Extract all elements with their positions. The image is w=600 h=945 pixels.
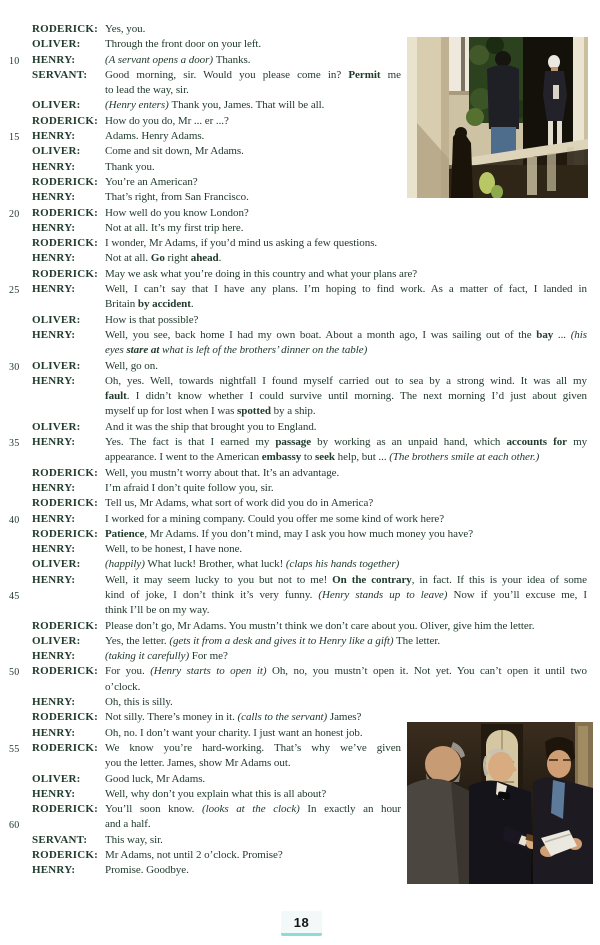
dialogue-text: That’s right, from San Francisco. [105, 191, 249, 204]
dialogue-text: We know you’re hard-working. That’s why we’ve given [105, 741, 401, 754]
speaker-name: RODERICK: [32, 849, 98, 862]
speaker-name: RODERICK: [32, 803, 98, 816]
speaker-name: RODERICK: [32, 114, 98, 127]
script-line [0, 450, 600, 465]
speaker-name: RODERICK: [32, 267, 98, 280]
script-line [0, 557, 600, 572]
speaker-name: HENRY: [32, 543, 76, 556]
line-number: 50 [9, 667, 20, 679]
line-number: 60 [9, 820, 20, 832]
script-line [0, 313, 600, 328]
dialogue-text: (A servant opens a door) Thanks. [105, 53, 251, 66]
dialogue-text: to lead the way, sir. [105, 84, 189, 97]
script-line [0, 481, 600, 496]
speaker-name: OLIVER: [32, 38, 81, 51]
dialogue-text: And it was the ship that brought you to England. [105, 420, 317, 433]
dialogue-text: Not at all. Go right ahead. [105, 252, 222, 265]
script-line [0, 206, 600, 221]
dialogue-text: Adams. Henry Adams. [105, 130, 205, 143]
speaker-name: RODERICK: [32, 527, 98, 540]
script-line [0, 588, 600, 603]
dialogue-text: appearance. I went to the American embassy to seek help, but ... (The brothers smile at each other.) [105, 451, 540, 464]
speaker-name: OLIVER: [32, 313, 81, 326]
dialogue-text: think I’ll be on my way. [105, 604, 210, 617]
script-line [0, 297, 600, 312]
dialogue-text: (taking it carefully) For me? [105, 650, 228, 663]
script-line [0, 542, 600, 557]
dialogue-text: Oh, yes. Well, towards nightfall I found myself carried out to sea by a strong wind. It was all my [105, 374, 587, 387]
line-number: 35 [9, 438, 20, 450]
line-number: 45 [9, 590, 20, 602]
line-number: 55 [9, 743, 20, 755]
speaker-name: OLIVER: [32, 772, 81, 785]
speaker-name: HENRY: [32, 53, 76, 66]
dialogue-text: Oh, this is silly. [105, 696, 173, 709]
dialogue-text: Not silly. There’s money in it. (calls to the servant) James? [105, 711, 362, 724]
speaker-name: HENRY: [32, 726, 76, 739]
dialogue-text: Thank you. [105, 160, 155, 173]
dialogue-text: Britain by accident. [105, 298, 194, 311]
speaker-name: HENRY: [32, 787, 76, 800]
dialogue-text: Yes, you. [105, 23, 146, 35]
dialogue-text: I worked for a mining company. Could you offer me some kind of work here? [105, 512, 445, 525]
script-line [0, 466, 600, 481]
line-number: 25 [9, 285, 20, 297]
speaker-name: OLIVER: [32, 634, 81, 647]
speaker-name: OLIVER: [32, 145, 81, 158]
dialogue-text: For you. (Henry starts to open it) Oh, no, you mustn’t open it. Not yet. You can’t open it until two [105, 665, 587, 678]
speaker-name: HENRY: [32, 328, 76, 341]
script-line [0, 435, 600, 450]
doorway-scene-illustration [407, 37, 588, 198]
speaker-name: HENRY: [32, 191, 76, 204]
letter-scene-illustration [407, 722, 593, 884]
script-line [0, 236, 600, 251]
line-number: 30 [9, 361, 20, 373]
dialogue-text: (happily) What luck! Brother, what luck! (claps his hands together) [105, 558, 400, 571]
speaker-name: HENRY: [32, 252, 76, 265]
speaker-name: HENRY: [32, 481, 76, 494]
photo-doorway-scene [407, 37, 588, 198]
dialogue-text: Well, go on. [105, 359, 158, 372]
speaker-name: SERVANT: [32, 833, 88, 846]
speaker-name: HENRY: [32, 512, 76, 525]
page-number: 18 [293, 914, 310, 930]
speaker-name: HENRY: [32, 696, 76, 709]
script-line [0, 512, 600, 527]
dialogue-text: How do you do, Mr ... er ...? [105, 114, 229, 127]
dialogue-text: Well, you mustn’t worry about that. It’s an advantage. [105, 466, 340, 479]
script-line [0, 251, 600, 266]
dialogue-text: I wonder, Mr Adams, if you’d mind us asking a few questions. [105, 237, 378, 250]
dialogue-text: How is that possible? [105, 313, 199, 326]
line-number: 15 [9, 132, 20, 144]
dialogue-text: This way, sir. [105, 833, 163, 846]
dialogue-text: o’clock. [105, 680, 141, 693]
speaker-name: HENRY: [32, 374, 76, 387]
dialogue-text: You’re an American? [105, 175, 198, 188]
script-line [0, 374, 600, 389]
dialogue-text: Promise. Goodbye. [105, 864, 189, 877]
speaker-name: SERVANT: [32, 68, 88, 81]
dialogue-text: Through the front door on your left. [105, 38, 262, 51]
speaker-name: RODERICK: [32, 175, 98, 188]
speaker-name: RODERICK: [32, 23, 98, 35]
speaker-name: HENRY: [32, 573, 76, 586]
speaker-name: RODERICK: [32, 665, 98, 678]
dialogue-text: Yes. The fact is that I earned my passage by working as an unpaid hand, which accounts for my [105, 436, 588, 449]
script-line [0, 649, 600, 664]
speaker-name: RODERICK: [32, 206, 98, 219]
script-line [0, 221, 600, 236]
speaker-name: OLIVER: [32, 359, 81, 372]
script-line [0, 664, 600, 679]
dialogue-text: Well, why don’t you explain what this is all about? [105, 787, 327, 800]
page-number-badge [281, 911, 322, 936]
speaker-name: HENRY: [32, 864, 76, 877]
script-line [0, 420, 600, 435]
dialogue-text: Come and sit down, Mr Adams. [105, 145, 244, 158]
dialogue-text: Well, it may seem lucky to you but not to me! On the contrary, in fact. If this is your idea of some [105, 573, 588, 586]
speaker-name: OLIVER: [32, 420, 81, 433]
photo-letter-scene [407, 722, 593, 884]
script-line [0, 603, 600, 618]
script-line [0, 695, 600, 710]
script-line [0, 619, 600, 634]
speaker-name: HENRY: [32, 650, 76, 663]
speaker-name: RODERICK: [32, 497, 98, 510]
speaker-name: OLIVER: [32, 558, 81, 571]
speaker-name: HENRY: [32, 283, 76, 296]
dialogue-text: Tell us, Mr Adams, what sort of work did you do in America? [105, 497, 374, 510]
dialogue-text: Mr Adams, not until 2 o’clock. Promise? [105, 849, 283, 862]
script-line [0, 328, 600, 343]
dialogue-text: fault. I didn’t know whether I could survive until morning. The next morning I’d just about given [105, 390, 587, 403]
speaker-name: RODERICK: [32, 466, 98, 479]
script-line [0, 267, 600, 282]
dialogue-text: Well, you see, back home I had my own boat. About a month ago, I was sailing out of the bay ... (his [105, 328, 587, 341]
speaker-name: RODERICK: [32, 711, 98, 724]
script-line [0, 389, 600, 404]
dialogue-text: Please don’t go, Mr Adams. You mustn’t think we don’t care about you. Oliver, give him the letter. [105, 619, 535, 632]
line-number: 20 [9, 208, 20, 220]
dialogue-text: and a half. [105, 818, 151, 831]
dialogue-text: kind of joke, I don’t think it’s very funny. (Henry stands up to leave) Now if you’ll excuse me, I [105, 588, 588, 601]
script-line [0, 343, 600, 358]
script-line [0, 527, 600, 542]
speaker-name: HENRY: [32, 130, 76, 143]
script-line [0, 404, 600, 419]
dialogue-text: (Henry enters) Thank you, James. That will be all. [105, 99, 325, 112]
script-line [0, 573, 600, 588]
dialogue-text: Patience, Mr Adams. If you don’t mind, may I ask you how much money you have? [105, 527, 474, 540]
dialogue-text: I’m afraid I don’t quite follow you, sir. [105, 481, 274, 494]
dialogue-text: myself up for lost when I was spotted by a ship. [105, 405, 316, 418]
speaker-name: RODERICK: [32, 741, 98, 754]
dialogue-text: Oh, no. I don’t want your charity. I just want an honest job. [105, 726, 363, 739]
dialogue-text: eyes stare at what is left of the brothers’ dinner on the table) [105, 344, 368, 357]
script-line [0, 282, 600, 297]
dialogue-text: How well do you know London? [105, 206, 249, 219]
line-number: 40 [9, 514, 20, 526]
script-line [0, 496, 600, 511]
line-number: 10 [9, 55, 20, 67]
dialogue-text: Well, to be honest, I have none. [105, 543, 243, 556]
dialogue-text: Not at all. It’s my first trip here. [105, 221, 244, 234]
speaker-name: HENRY: [32, 436, 76, 449]
dialogue-text: May we ask what you’re doing in this country and what your plans are? [105, 267, 418, 280]
script-line [0, 359, 600, 374]
dialogue-text: You’ll soon know. (looks at the clock) In exactly an hour [105, 803, 401, 816]
script-line [0, 22, 600, 37]
dialogue-text: Good morning, sir. Would you please come in? Permit me [105, 68, 401, 81]
dialogue-text: Well, I can’t say that I have any plans. I’m hoping to find work. As a matter of fact, I landed in [105, 283, 587, 296]
script-line [0, 634, 600, 649]
dialogue-text: you the letter. James, show Mr Adams out. [105, 757, 291, 770]
speaker-name: OLIVER: [32, 99, 81, 112]
script-line [0, 680, 600, 695]
dialogue-text: Good luck, Mr Adams. [105, 772, 206, 785]
dialogue-text: Yes, the letter. (gets it from a desk and gives it to Henry like a gift) The letter. [105, 634, 441, 647]
speaker-name: RODERICK: [32, 237, 98, 250]
speaker-name: HENRY: [32, 221, 76, 234]
speaker-name: HENRY: [32, 160, 76, 173]
speaker-name: RODERICK: [32, 619, 98, 632]
